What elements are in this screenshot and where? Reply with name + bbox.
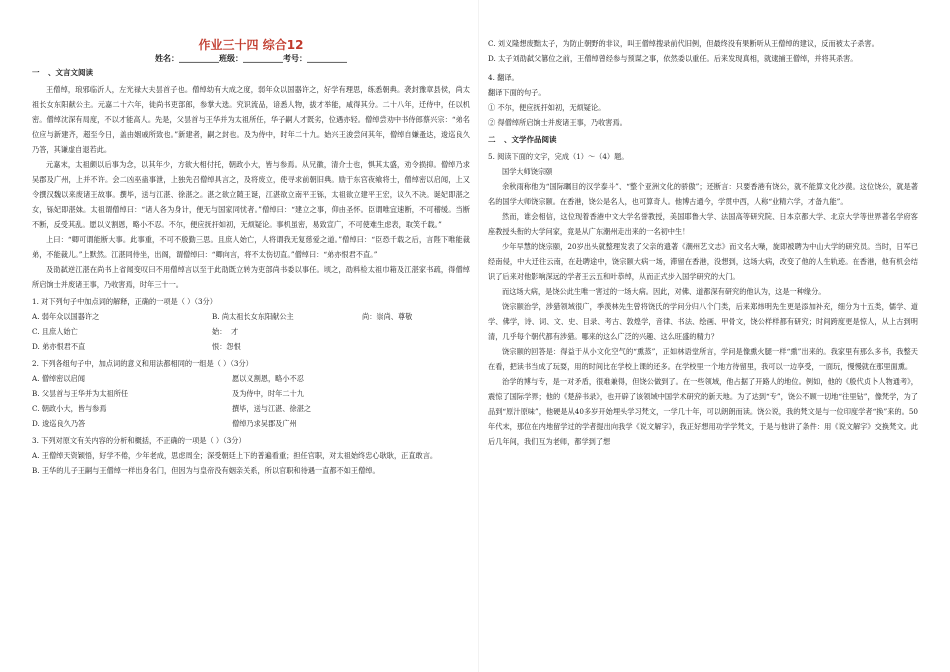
question-5-stem: 5. 阅读下面的文字，完成（1）～（4）题。	[488, 152, 629, 161]
article-title: 国学大师饶宗颐	[502, 167, 553, 176]
option-b-gloss: 尚：崇尚、尊敬	[362, 312, 413, 321]
question-2-option	[32, 386, 470, 401]
passage-paragraph: 元嘉末，太祖颇以后事为念，以其年少，方欲大相付托，朝政小大，皆与参焉。从兄徽，清介士也，惧其太盛，劝令损抑。僧绰乃求吴郡及广州，上并不许。会二凶巫蛊事泄，上独先召僧绰具言之，及将废立，使寻求前朝旧典。励于东宫夜飨将士，僧绰密以启闻，上又令撰汉魏以来废诸王故事。撰毕，送与江湛、徐湛之。湛之欲立随王诞，江湛欲立南平王铄，太祖欲立建平王宏，议久不决。诞妃即湛之女，铄妃即湛妹。太祖谓僧绰曰：“诸人各为身计，便无与国家同忧者。”僧绰曰：“建立之事，仰由圣怀。臣谓唯宜速断，不可稽缓。当断不断，反受其乱。愿以义割恩，略小不忍。不尔，便应抚扞如初，无烦疑论。事机虽密，易致宣广，不可使难生虑表，取笑千载。”	[32, 160, 470, 229]
article-paragraph: 饶宗颐的回答是：得益于从小文化空气的“熏蒸”，正如林语堂所言，学问是像熏火腿一样“熏”出来的。我家里有那么多书，我整天在看，把读书当成了玩耍，用的时间比在学校上课的还多。在学校里一个地方待留里，我可以一边享受，一面玩，慢慢就在那里面熏。	[488, 347, 918, 371]
question-4-sentence-1: ① 不尔，便应抚扞如初，无烦疑论。	[488, 103, 606, 112]
left-column	[32, 0, 470, 672]
passage-paragraph: 及劭弑逆江湛在尚书上省闻变叹曰不用僧绰言以至于此劭既立转为吏部尚书委以事任。顷之，劭料检太祖巾箱及江湛家书疏，得僧绰所启饷士并废诸王事，乃收害焉，时年三十一。	[32, 265, 470, 289]
option-c: C. 朝政小大，皆与参焉	[32, 404, 107, 413]
question-2-stem: 2. 下列各组句子中，加点词的意义和用法都相同的一组是（ ）（3分）	[32, 359, 253, 368]
student-info-line: 姓名：__________班级：__________考号：__________	[155, 54, 347, 63]
section-heading-literature	[488, 134, 918, 146]
page-title: 作业三十四 综合12	[198, 38, 304, 52]
option-a-pair: 愿以义割恩，略小不忍	[232, 374, 304, 383]
question-1-options-row	[32, 309, 470, 324]
right-column	[488, 0, 918, 672]
option-c: C. 且庶人始亡	[32, 327, 78, 336]
question-1-options-row	[32, 339, 470, 354]
question-3-option-a: A. 王僧绰天资颖悟，好学不倦，少年老成，思虑周全；深受朝廷上下的普遍看重；担任官职，对太祖始终忠心耿耿，正直敢言。	[32, 451, 438, 460]
question-2-option	[32, 401, 470, 416]
passage-paragraph: 上曰：“卿可谓能断大事。此事重，不可不殷勤三思。且庶人始亡，人将谓我无复慈爱之道。”僧绰曰：“臣恐千载之后，言陛下唯能裁弟，不能裁儿。”上默然。江湛同侍坐，出阁，谓僧绰曰：“卿向言，将不太伤切直。”僧绰曰：“弟亦恨君不直。”	[32, 235, 470, 259]
option-c-pair: 撰毕，送与江湛、徐湛之	[232, 404, 312, 413]
question-4-label: 4. 翻译。	[488, 73, 519, 82]
option-b: B. 尚太祖长女东阳献公主	[212, 312, 294, 321]
question-1-options-row	[32, 324, 470, 339]
option-a: A. 僧绰密以启闻	[32, 374, 85, 383]
section-title: 、文学作品阅读	[504, 135, 557, 144]
question-2-option	[32, 371, 470, 386]
section-heading-classical	[32, 67, 470, 79]
question-4-prompt: 翻译下面的句子。	[488, 88, 546, 97]
article-paragraph: 治学的博与专，是一对矛盾，很难兼得，但饶公做到了。在一些领域，他占据了开路人的地位。例如，他的《殷代贞卜人物通考》，震惊了国际学界；他的《楚辞书录》，也开辟了该领域中国学术研究的新天地。为了达到“专”，饶公不顾一切地“往里钻”，像梵学，为了品到“原汁原味”，他硬是从40多岁开始埋头学习梵文，一学几十年，可以朗朗而读。饶公说，我的梵文是与一位印度学者“换”来的。50年代末，那位在内地留学过的学者提出向我学《说文解字》，我正好想用功学学梵文，于是与他讲了条件：用《说文解字》交换梵文。此后几年间，我们互为老师，都学到了想	[488, 377, 918, 446]
option-d-gloss: 恨：怨恨	[212, 342, 241, 351]
column-divider	[478, 0, 479, 672]
option-d: D. 弟亦恨君不直	[32, 342, 86, 351]
article-paragraph: 少年早慧的饶宗颐，20岁出头就整理发表了父亲的遗著《潮州艺文志》而文名大噪，旋即被聘为中山大学的研究员。当时，日军已经南侵，中大迁往云南，在赴聘途中，饶宗颐大病一场，滞留在香港，没想到，这场大病，改变了他的人生轨迹。在香港，他有机会结识了后来对他影响深远的学者王云五和叶恭绰，从而正式步入国学研究的大门。	[488, 242, 918, 281]
option-b: B. 父昙首与王华并为太祖所任	[32, 389, 129, 398]
option-c-gloss: 始： 才	[212, 327, 239, 336]
section-number: 一	[32, 68, 40, 77]
section-number: 二	[488, 135, 496, 144]
question-3-option-c: C. 刘义隆想废黜太子，为防止朝野的非议，叫王僧绰搜录前代旧例，但最终没有果断听从王僧绰的建议，反而被太子杀害。	[488, 39, 879, 48]
passage-paragraph: 王僧绰，琅邪临沂人，左光禄大夫昙首子也。僧绰幼有大成之度，弱年众以国器许之，好学有理思，练悉朝典。袭封豫章县侯，尚太祖长女东阳献公主。元嘉二十六年，徙尚书吏部郎，参掌大选。究识流品，谙悉人物，拔才举能，咸得其分。二十八年，迁侍中，任以机密。僧绰沈深有局度，不以才能高人。先是，父昙首与王华并为太祖所任，华子嗣人才既劣，位遇亦轻。僧绰尝劝中书侍郎蔡兴宗：“弟名位应与新建齐，超至今日，盖由姻戚所致也。”新建者，嗣之封也。及为侍中，时年二十九。始兴王浚尝问其年，僧绰自嫌蚤达，逡巡良久乃答，其谦虚自退若此。	[32, 85, 470, 154]
article-paragraph: 然而，谁会相信，这位现着香港中文大学名誉教授，美国耶鲁大学、法国高等研究院、日本京都大学、北京大学等世界著名学府客座教授头衔的大学问家，竟是从广东潮州走出来的一名初中生！	[488, 212, 918, 236]
article-paragraph: 饶宗颐治学，涉猎领域很广，季羡林先生曾将饶氏的学问分归八个门类，后来郑炜明先生更是添加补充，细分为十五类，儒学、道学、佛学，诗、词、文、史、目录、考古、敦煌学，音律、书法、绘画、甲骨文，饶公样样都有研究；时间跨度更是惊人，从上古到明清，几乎每个朝代都有涉猎。哪来的这么广泛的兴趣、这么旺盛的精力？	[488, 302, 918, 341]
article-paragraph: 而这场大病，是饶公此生唯一害过的一场大病。因此，对佛、道都深有研究的他认为，这是一种缘分。	[502, 287, 826, 296]
question-3-option-d: D. 太子刘劭弑父篡位之前，王僧绰曾经参与预谋之事，依然委以重任。后来发现真相，就逮捕王僧绰，并将其杀害。	[488, 54, 858, 63]
option-a: A. 弱年众以国器许之	[32, 312, 100, 321]
question-3-option-b: B. 王华的儿子王嗣与王僧绰一样出身名门，但因为与皇帝没有姻亲关系，所以官职和待遇一直都不如王僧绰。	[32, 466, 380, 475]
question-3-stem: 3. 下列对原文有关内容的分析和概括，不正确的一项是（ ）（3分）	[32, 436, 246, 445]
option-d-pair: 僧绰乃求吴郡及广州	[232, 419, 297, 428]
section-title: 、文言文阅读	[48, 68, 93, 77]
option-b-pair: 及为侍中，时年二十九	[232, 389, 304, 398]
question-2-option	[32, 416, 470, 431]
question-1-stem: 1. 对下列句子中加点词的解释，正确的一项是（ ）（3分）	[32, 297, 217, 306]
question-4-sentence-2: ② 得僧绰所启饷士并废诸王事，乃收害焉。	[488, 118, 627, 127]
option-d: D. 逡巡良久乃答	[32, 419, 86, 428]
article-paragraph: 余秋雨称他为“国际瞩目的汉学泰斗”、“整个亚洲文化的骄傲”；还断言：只要香港有饶公，就不能算文化沙漠。这位饶公，就是著名的国学大师饶宗颐。在香港，饶公是名人，也可算奇人。他博古通今，学贯中西，人称“业精六学，才备九能”。	[488, 182, 918, 206]
